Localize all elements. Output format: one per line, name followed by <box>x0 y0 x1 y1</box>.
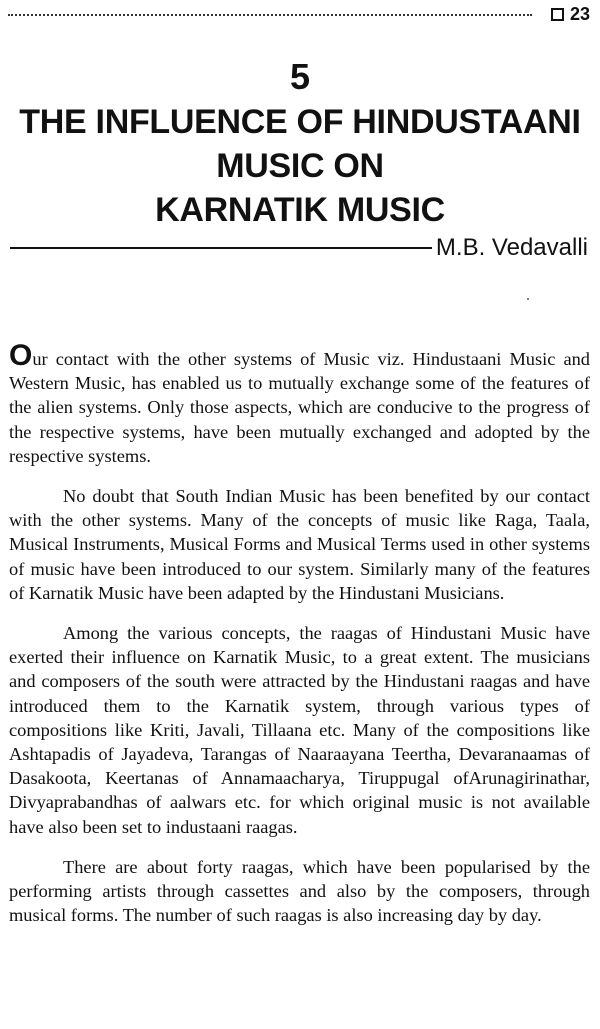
dropcap: O <box>9 339 33 372</box>
paragraph-3: Among the various concepts, the raagas of Hindustani Music have exerted their influence on Karnatik Music, to a great extent. The musicians and composers of the south were attracted by the Hindustani raagas and have introduced them to the Karnatik system, through various types of compositions like Kriti, Javali, Tillaana etc. Many of the compositions like Ashtapadis of Jayadeva, Tarangas of Naaraayana Teertha, Devaranaamas of Dasakoota, Keertanas of Annamaacharya, Tiruppugal ofArunagirinathar, Divyaprabandhas of aalwars etc. for which original music is not available have also been set to industaani raagas. <box>9 623 590 837</box>
chapter-number: 5 <box>289 56 311 97</box>
author-rule <box>10 247 432 249</box>
header-dotted-rule <box>8 14 532 16</box>
author-byline <box>10 232 588 264</box>
stray-mark <box>527 298 529 300</box>
paragraph-2: No doubt that South Indian Music has been benefited by our contact with the other systems. Many of the concepts of music like Raga, Taala, Musical Instruments, Musical Forms and Musical Terms used in other systems of music have been introduced to our system. Similarly many of the features of Karnatik Music have been adapted by the Hindustani Musicians. <box>9 486 590 603</box>
page-number-block <box>551 4 590 25</box>
body-text <box>9 339 590 943</box>
chapter-title-line: KARNATIK MUSIC <box>155 191 445 229</box>
author-name: M.B. Vedavalli <box>435 234 588 261</box>
paragraph-4: There are about forty raagas, which have been popularised by the performing artists through cassettes and also by the composers, through musical forms. The number of such raagas is also increasing day by day. <box>9 856 590 926</box>
square-icon <box>551 8 564 21</box>
chapter-title <box>0 100 600 232</box>
chapter-title-line: THE INFLUENCE OF HINDUSTAANI <box>19 103 581 141</box>
page-number: 23 <box>569 4 590 24</box>
paragraph-1-text: ur contact with the other systems of Music viz. Hindustaani Music and Western Music, has enabled us to mutually exchange some of the features of the alien systems. Only those aspects, which are conducive to the progress of the respective systems, have been mutually exchanged and adopted by the respective systems. <box>9 349 590 466</box>
chapter-title-line: MUSIC ON <box>216 147 384 185</box>
paragraph-1 <box>9 339 590 468</box>
